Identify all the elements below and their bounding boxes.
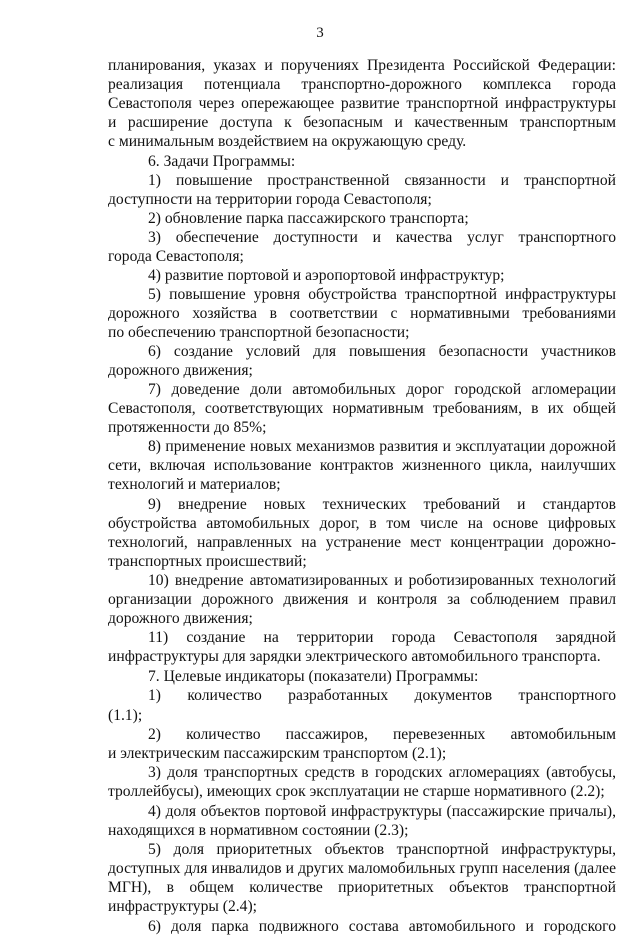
text-line: 3) доля транспортных средств в городских агломерациях (автобусы, xyxy=(148,764,616,782)
text-line: 1) количество разработанных документов транспортного xyxy=(148,686,616,704)
text-line: технологий и материалов; xyxy=(108,476,281,494)
text-line: транспортных происшествий; xyxy=(108,552,307,570)
text-line: инфраструктуры (2.4); xyxy=(108,898,257,916)
text-line: доступности на территории города Севастополя; xyxy=(108,190,432,208)
text-line: троллейбусы), имеющих срок эксплуатации не старше нормативного (2.2); xyxy=(108,783,605,801)
text-line: 9) внедрение новых технических требований и стандартов xyxy=(148,495,616,513)
text-line: 1) повышение пространственной связанности и транспортной xyxy=(148,171,616,189)
text-line: 4) доля объектов портовой инфраструктуры (пассажирские причалы), xyxy=(148,802,616,820)
text-line: 5) доля приоритетных объектов транспортной инфраструктуры, xyxy=(148,841,616,859)
text-line: организации дорожного движения и контроля за соблюдением правил xyxy=(108,590,616,608)
text-line: 7. Целевые индикаторы (показатели) Программы: xyxy=(148,667,479,685)
text-line: доступных для инвалидов и других маломобильных групп населения (далее xyxy=(108,860,616,878)
text-line: 6. Задачи Программы: xyxy=(148,152,296,170)
text-line: инфраструктуры для зарядки электрического автомобильного транспорта. xyxy=(108,648,601,666)
text-line: планирования, указах и поручениях Президента Российской Федерации: xyxy=(108,57,616,74)
text-line: 8) применение новых механизмов развития и эксплуатации дорожной xyxy=(148,438,616,456)
text-line: дорожного движения; xyxy=(108,609,253,627)
text-line: 2) обновление парка пассажирского транспорта; xyxy=(148,209,469,227)
text-line: с минимальным воздействием на окружающую среду. xyxy=(108,133,467,150)
text-line: реализация потенциала транспортно-дорожного комплекса города xyxy=(108,76,616,93)
text-line: находящихся в нормативном состоянии (2.3); xyxy=(108,821,409,839)
text-line: 2) количество пассажиров, перевезенных автомобильным xyxy=(148,725,616,743)
text-line: Севастополя через опережающее развитие транспортной инфраструктуры xyxy=(108,95,616,112)
document-body xyxy=(108,56,616,936)
text-line: и электрическим пассажирским транспортом (2.1); xyxy=(108,744,447,762)
text-line: Севастополя, соответствующих нормативным требованиям, в их общей xyxy=(108,400,616,418)
text-line: 5) повышение уровня обустройства транспортной инфраструктуры xyxy=(148,285,616,303)
text-line: 10) внедрение автоматизированных и роботизированных технологий xyxy=(148,571,616,589)
text-line: МГН), в общем количестве приоритетных объектов транспортной xyxy=(108,879,616,897)
text-line: 7) доведение доли автомобильных дорог городской агломерации xyxy=(148,381,616,399)
text-line: города Севастополя; xyxy=(108,247,244,265)
text-line: протяженности до 85%; xyxy=(108,419,267,437)
text-line: 4) развитие портовой и аэропортовой инфраструктур; xyxy=(148,266,505,284)
text-line: и расширение доступа к безопасным и качественным транспортным xyxy=(108,114,616,131)
text-line: 11) создание на территории города Севастополя зарядной xyxy=(148,629,616,647)
text-line: дорожного хозяйства в соответствии с нормативными требованиями xyxy=(108,304,616,322)
text-line: 6) создание условий для повышения безопасности участников xyxy=(148,342,616,360)
page-number: 3 xyxy=(316,25,324,41)
text-line: обустройства автомобильных дорог, в том числе на основе цифровых xyxy=(108,514,616,532)
text-line: сети, включая использование контрактов жизненного цикла, наилучших xyxy=(108,457,616,475)
text-line: по обеспечению транспортной безопасности; xyxy=(108,323,410,341)
text-line: 3) обеспечение доступности и качества услуг транспортного xyxy=(148,228,616,246)
text-line: технологий, направленных на устранение мест концентрации дорожно- xyxy=(108,533,616,551)
text-line: дорожного движения; xyxy=(108,362,253,380)
text-line: (1.1); xyxy=(108,706,143,724)
text-line: 6) доля парка подвижного состава автомобильного и городского xyxy=(148,917,616,935)
